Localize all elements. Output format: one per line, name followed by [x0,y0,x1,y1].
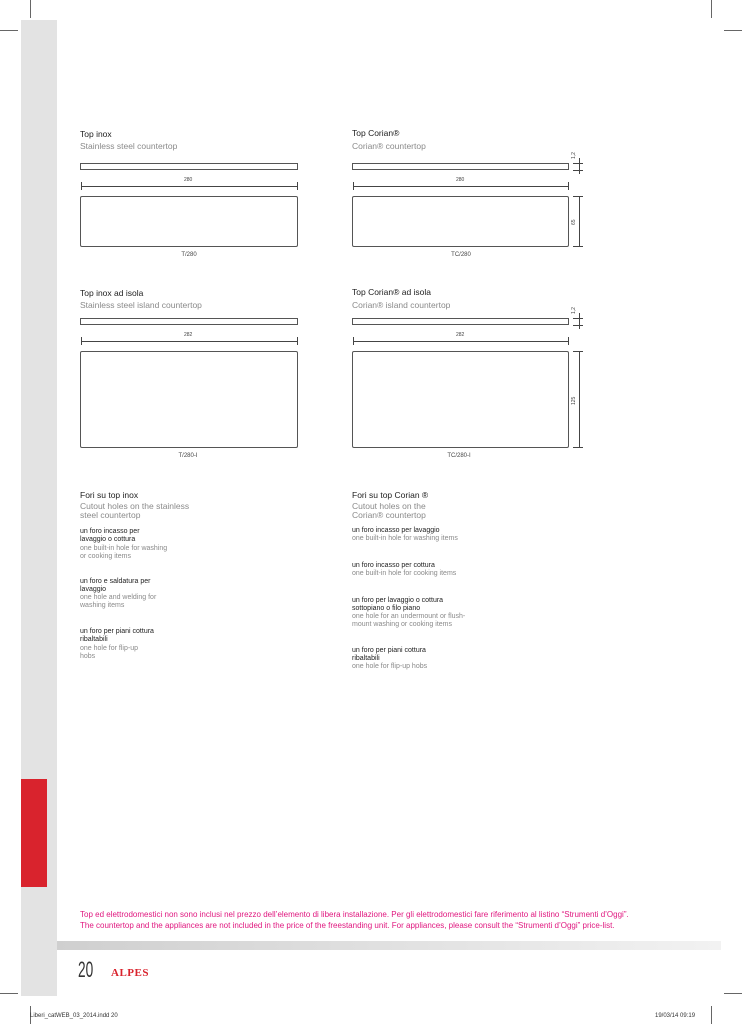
top-corian-depth-label: 65 [571,219,577,225]
holes-corian-title: Fori su top Corian ® [352,490,429,500]
footer-band [57,941,721,950]
crop-mark [0,30,18,31]
holes-corian-item-1-en: one built-in hole for washing items [352,535,458,542]
print-date: 19/03/14 09:19 [655,1013,696,1019]
crop-mark [711,0,712,18]
holes-corian-item-3-it: un foro per lavaggio o cottura sottopiano o filo piano [352,597,444,612]
crop-mark [30,0,31,18]
note-italian: Top ed elettrodomestici non sono inclusi nel prezzo dell’elemento di libera installazione. Per gli elettrodomestici fare riferimento al listino “Strumenti d’Oggi”. [80,910,629,919]
top-corian-island-width-line [353,341,568,342]
top-corian-island-code: TC/280-I [447,453,471,459]
dim-tick [573,318,583,319]
crop-mark [724,993,742,994]
top-inox-island-side-view [80,318,298,325]
top-inox-code: T/280 [181,252,197,258]
file-info: Liberi_catWEB_03_2014.indd 20 [30,1013,118,1019]
dim-tick [353,182,354,190]
top-corian-island-thickness-line [579,313,580,329]
dim-tick [568,337,569,345]
dim-tick [573,246,583,247]
top-corian-island-plan-view [352,351,569,448]
top-inox-island-code: T/280-I [178,453,198,459]
dim-tick [353,337,354,345]
top-corian-island-subtitle: Corian® island countertop [352,300,451,310]
top-inox-side-view [80,163,298,170]
top-inox-island-subtitle: Stainless steel island countertop [80,300,202,310]
holes-corian-item-3-en: one hole for an undermount or flush-mount washing or cooking items [352,613,466,628]
dim-tick [297,182,298,190]
dim-tick [573,351,583,352]
holes-inox-item-1-en: one built-in hole for washing or cooking items [80,545,168,560]
section-tab [21,779,47,887]
dim-tick [81,337,82,345]
holes-corian-item-4-en: one hole for flip-up hobs [352,663,428,670]
top-corian-island-side-view [352,318,569,325]
top-inox-width-line [81,186,297,187]
holes-inox-item-3-it: un foro per piani cottura ribaltabili [80,628,154,643]
note-english: The countertop and the appliances are not included in the price of the freestanding unit. For appliances, please consult the “Strumenti d’Oggi” price-list. [80,921,615,930]
top-inox-plan-view [80,196,298,247]
top-corian-depth-line [579,196,580,247]
top-corian-plan-view [352,196,569,247]
top-corian-island-depth-line [579,351,580,448]
top-inox-subtitle: Stainless steel countertop [80,141,178,151]
crop-mark [711,1006,712,1024]
dim-tick [573,196,583,197]
dim-tick [297,337,298,345]
holes-inox-item-3-en: one hole for flip-up hobs [80,645,138,660]
holes-corian-item-1-it: un foro incasso per lavaggio [352,527,440,534]
top-inox-island-width-label: 282 [184,332,193,338]
top-corian-island-depth-label: 125 [571,396,577,405]
dim-tick [573,447,583,448]
top-inox-title: Top inox [80,129,112,139]
top-corian-island-title: Top Corian® ad isola [352,287,432,297]
holes-inox-title: Fori su top inox [80,490,139,500]
top-inox-island-title: Top inox ad isola [80,288,144,298]
dim-tick [573,170,583,171]
top-corian-island-thickness-label: 1,2 [571,307,577,314]
page-number: 20 [78,957,94,982]
top-corian-thickness-label: 1,2 [571,152,577,159]
top-corian-subtitle: Corian® countertop [352,141,426,151]
alpes-logo: ALPES [111,967,149,979]
top-inox-island-plan-view [80,351,298,448]
holes-inox-item-2-en: one hole and welding for washing items [80,594,157,609]
dim-tick [573,163,583,164]
holes-inox-item-1-it: un foro incasso per lavaggio o cottura [80,528,140,543]
holes-corian-item-2-it: un foro incasso per cottura [352,562,435,569]
holes-corian-item-4-it: un foro per piani cottura ribaltabili [352,647,426,662]
top-inox-width-label: 280 [184,177,193,183]
dim-tick [573,325,583,326]
top-corian-island-width-label: 282 [456,332,465,338]
holes-corian-item-2-en: one built-in hole for cooking items [352,570,457,577]
dim-tick [568,182,569,190]
top-corian-width-label: 280 [456,177,465,183]
top-corian-thickness-line [579,158,580,174]
holes-corian-subtitle: Cutout holes on the Corian® countertop [352,501,426,520]
top-corian-side-view [352,163,569,170]
dim-tick [81,182,82,190]
crop-mark [724,30,742,31]
holes-inox-subtitle: Cutout holes on the stainless steel countertop [80,501,190,520]
holes-inox-item-2-it: un foro e saldatura per lavaggio [80,578,151,593]
top-corian-title-text: Top Corian® [352,128,400,138]
top-corian-title [352,128,399,138]
crop-mark [0,993,18,994]
top-inox-island-width-line [81,341,297,342]
top-corian-width-line [353,186,568,187]
top-corian-code: TC/280 [451,252,471,258]
